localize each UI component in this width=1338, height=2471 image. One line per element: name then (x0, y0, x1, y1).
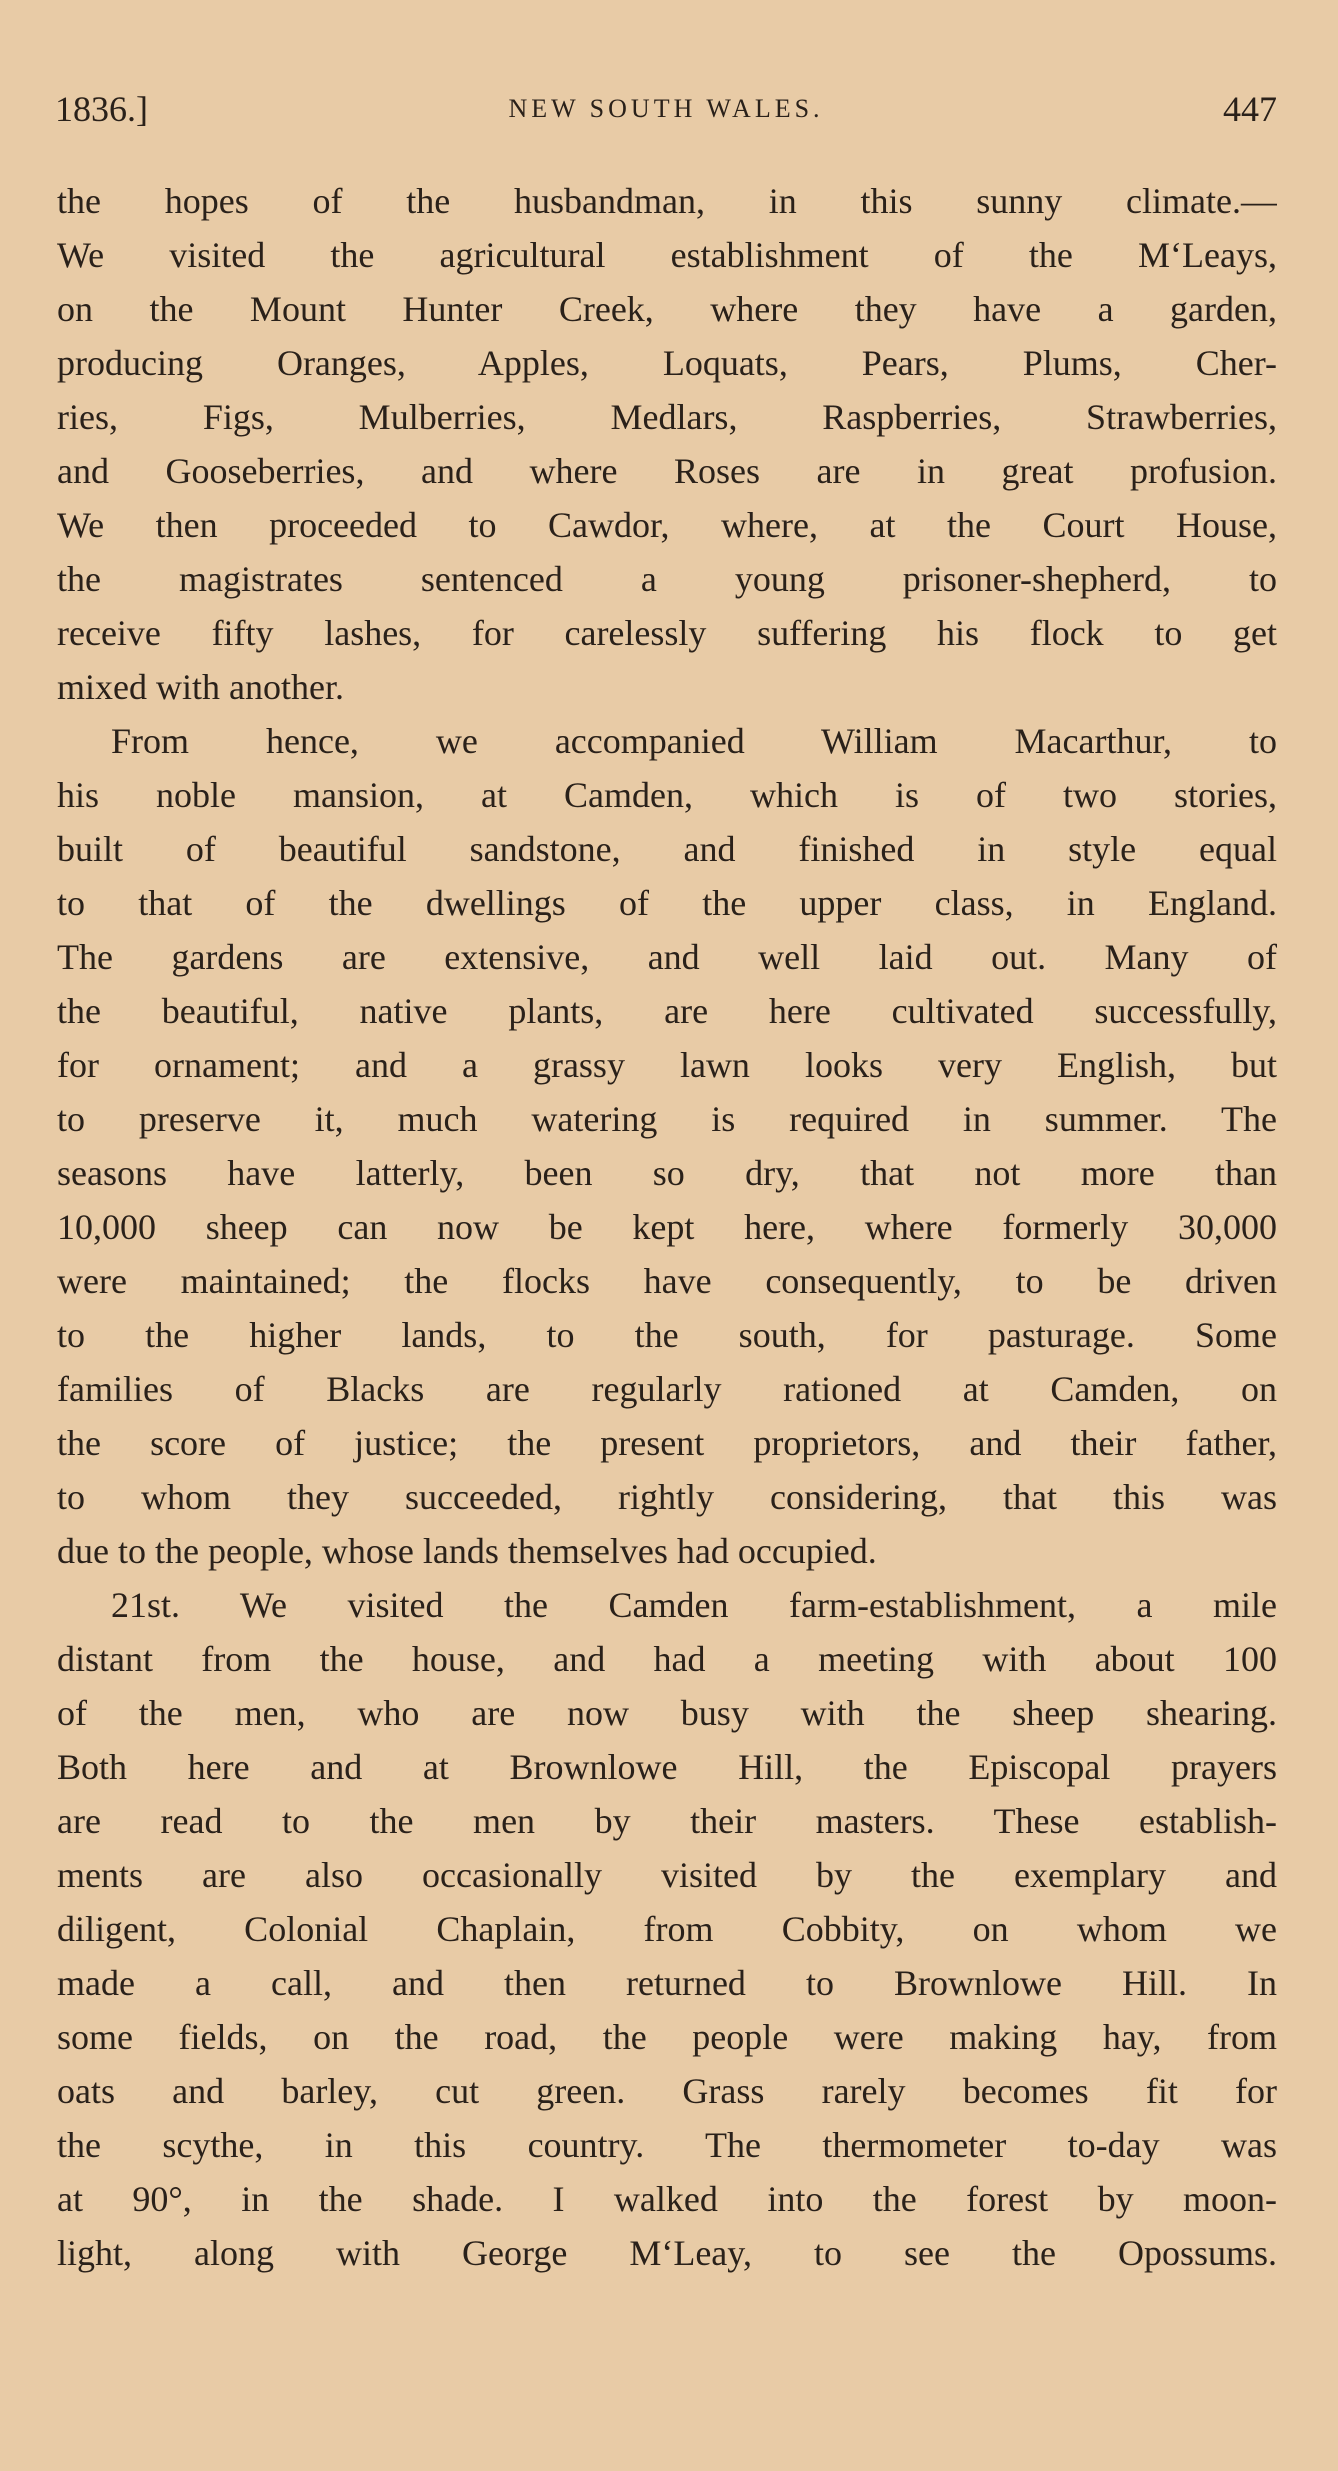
text-line: The gardens are extensive, and well laid out. Many of (57, 937, 1277, 977)
text-line: oats and barley, cut green. Grass rarely becomes fit for (57, 2071, 1277, 2111)
text-line: some fields, on the road, the people were making hay, from (57, 2017, 1277, 2057)
text-line: We visited the agricultural establishment of the M‘Leays, (57, 235, 1277, 275)
text-line: We then proceeded to Cawdor, where, at the Court House, (57, 505, 1277, 545)
text-line: on the Mount Hunter Creek, where they have a garden, (57, 289, 1277, 329)
text-line: to the higher lands, to the south, for pasturage. Some (57, 1315, 1277, 1355)
text-line: ments are also occasionally visited by the exemplary and (57, 1855, 1277, 1895)
text-line: of the men, who are now busy with the sheep shearing. (57, 1693, 1277, 1733)
text-line: to whom they succeeded, rightly considering, that this was (57, 1477, 1277, 1517)
text-line: Both here and at Brownlowe Hill, the Episcopal prayers (57, 1747, 1277, 1787)
paragraph-end-line: due to the people, whose lands themselves had occupied. (57, 1531, 877, 1571)
paragraph-start-line: 21st. We visited the Camden farm-establishment, a mile (111, 1585, 1277, 1625)
text-line: seasons have latterly, been so dry, that not more than (57, 1153, 1277, 1193)
text-line: receive fifty lashes, for carelessly suffering his flock to get (57, 613, 1277, 653)
header-title: NEW SOUTH WALES. (508, 94, 824, 123)
text-line: the score of justice; the present proprietors, and their father, (57, 1423, 1277, 1463)
body-text (57, 174, 1277, 2280)
text-line: the beautiful, native plants, are here cultivated successfully, (57, 991, 1277, 1031)
text-line: distant from the house, and had a meeting with about 100 (57, 1639, 1277, 1679)
text-line: diligent, Colonial Chaplain, from Cobbity, on whom we (57, 1909, 1277, 1949)
text-line: the scythe, in this country. The thermometer to-day was (57, 2125, 1277, 2165)
text-line: light, along with George M‘Leay, to see the Opossums. (57, 2233, 1277, 2273)
text-line: the hopes of the husbandman, in this sunny climate.— (57, 181, 1277, 221)
text-line: for ornament; and a grassy lawn looks very English, but (57, 1045, 1277, 1085)
text-line: to preserve it, much watering is required in summer. The (57, 1099, 1277, 1139)
text-line: ries, Figs, Mulberries, Medlars, Raspberries, Strawberries, (57, 397, 1277, 437)
text-line: are read to the men by their masters. These establish- (57, 1801, 1277, 1841)
text-line: at 90°, in the shade. I walked into the forest by moon- (57, 2179, 1277, 2219)
text-line: producing Oranges, Apples, Loquats, Pears, Plums, Cher- (57, 343, 1277, 383)
text-line: to that of the dwellings of the upper class, in England. (57, 883, 1277, 923)
text-line: and Gooseberries, and where Roses are in great profusion. (57, 451, 1277, 491)
page-number: 447 (1223, 89, 1277, 129)
text-line: his noble mansion, at Camden, which is of two stories, (57, 775, 1277, 815)
text-line: made a call, and then returned to Brownlowe Hill. In (57, 1963, 1277, 2003)
header-year: 1836.] (55, 89, 148, 129)
text-line: were maintained; the flocks have consequently, to be driven (57, 1261, 1277, 1301)
text-line: families of Blacks are regularly rationed at Camden, on (57, 1369, 1277, 1409)
paragraph-end-line: mixed with another. (57, 667, 344, 707)
running-head (55, 88, 1277, 134)
paragraph-start-line: From hence, we accompanied William Macarthur, to (111, 721, 1277, 761)
text-line: 10,000 sheep can now be kept here, where formerly 30,000 (57, 1207, 1277, 1247)
text-line: built of beautiful sandstone, and finished in style equal (57, 829, 1277, 869)
text-line: the magistrates sentenced a young prisoner-shepherd, to (57, 559, 1277, 599)
